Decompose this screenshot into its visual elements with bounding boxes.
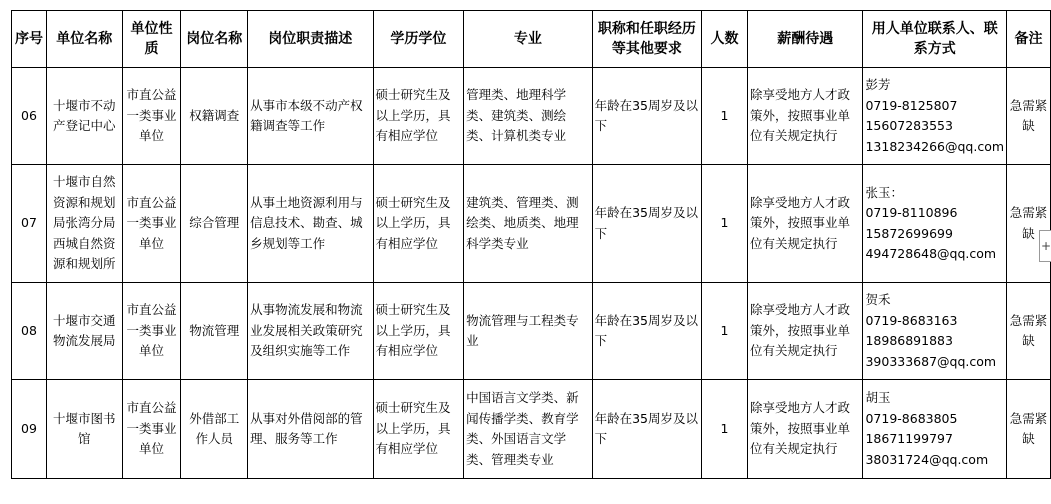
cell-education: 硕士研究生及以上学历，具有相应学位 bbox=[373, 68, 464, 165]
cell-unit-nature: 市直公益一类事业单位 bbox=[122, 380, 181, 479]
cell-seq: 07 bbox=[12, 165, 47, 283]
header-major: 专业 bbox=[464, 11, 592, 68]
contact-email: 1318234266@qq.com bbox=[865, 138, 1005, 154]
header-row bbox=[12, 11, 1051, 68]
contact-email: 38031724@qq.com bbox=[865, 451, 989, 467]
cell-contact bbox=[863, 68, 1007, 165]
contact-name: 胡玉 bbox=[865, 390, 891, 405]
cell-seq: 09 bbox=[12, 380, 47, 479]
header-salary: 薪酬待遇 bbox=[747, 11, 863, 68]
cell-count: 1 bbox=[702, 283, 748, 380]
header-contact: 用人单位联系人、联系方式 bbox=[863, 11, 1007, 68]
header-unit-nature: 单位性质 bbox=[122, 11, 181, 68]
cell-post-name: 外借部工作人员 bbox=[181, 380, 248, 479]
cell-duty: 从事市本级不动产权籍调查等工作 bbox=[248, 68, 373, 165]
cell-remark: 急需紧缺 bbox=[1007, 68, 1051, 165]
header-education: 学历学位 bbox=[373, 11, 464, 68]
cell-seq: 08 bbox=[12, 283, 47, 380]
cell-remark: 急需紧缺 bbox=[1007, 283, 1051, 380]
expand-handle[interactable]: + bbox=[1039, 230, 1051, 262]
cell-title-requirement: 年龄在35周岁及以下 bbox=[592, 68, 702, 165]
cell-duty: 从事物流发展和物流业发展相关政策研究及组织实施等工作 bbox=[248, 283, 373, 380]
contact-mobile: 15607283553 bbox=[865, 118, 953, 133]
header-remark: 备注 bbox=[1007, 11, 1051, 68]
cell-unit-name: 十堰市图书馆 bbox=[46, 380, 122, 479]
cell-post-name: 权籍调查 bbox=[181, 68, 248, 165]
header-title-requirement: 职称和任职经历等其他要求 bbox=[592, 11, 702, 68]
cell-contact bbox=[863, 283, 1007, 380]
contact-mobile: 15872699699 bbox=[865, 225, 953, 241]
cell-remark: 急需紧缺 bbox=[1007, 165, 1051, 283]
cell-duty: 从事土地资源利用与信息技术、勘查、城乡规划等工作 bbox=[248, 165, 373, 283]
contact-email: 390333687@qq.com bbox=[865, 353, 997, 369]
cell-education: 硕士研究生及以上学历，具有相应学位 bbox=[373, 165, 464, 283]
cell-title-requirement: 年龄在35周岁及以下 bbox=[592, 380, 702, 479]
cell-unit-name: 十堰市不动产登记中心 bbox=[46, 68, 122, 165]
recruitment-table bbox=[11, 10, 1051, 479]
contact-name: 张玉： bbox=[865, 184, 903, 200]
contact-name: 贺禾 bbox=[865, 292, 891, 307]
cell-count: 1 bbox=[702, 380, 748, 479]
cell-major: 中国语言文学类、新闻传播学类、教育学类、外国语言文学类、管理类专业 bbox=[464, 380, 592, 479]
cell-seq: 06 bbox=[12, 68, 47, 165]
table-row bbox=[12, 68, 1051, 165]
cell-post-name: 物流管理 bbox=[181, 283, 248, 380]
cell-count: 1 bbox=[702, 68, 748, 165]
cell-education: 硕士研究生及以上学历，具有相应学位 bbox=[373, 380, 464, 479]
contact-email: 494728648@qq.com bbox=[865, 246, 997, 261]
cell-salary: 除享受地方人才政策外，按照事业单位有关规定执行 bbox=[747, 380, 863, 479]
cell-major: 建筑类、管理类、测绘类、地质类、地理科学类专业 bbox=[464, 165, 592, 283]
cell-unit-nature: 市直公益一类事业单位 bbox=[122, 68, 181, 165]
contact-mobile: 18671199797 bbox=[865, 431, 953, 446]
cell-salary: 除享受地方人才政策外，按照事业单位有关规定执行 bbox=[747, 165, 863, 283]
cell-unit-nature: 市直公益一类事业单位 bbox=[122, 165, 181, 283]
contact-phone: 0719-8683163 bbox=[865, 312, 958, 328]
cell-duty: 从事对外借阅部的管理、服务等工作 bbox=[248, 380, 373, 479]
contact-phone: 0719-8110896 bbox=[865, 205, 958, 220]
cell-contact bbox=[863, 165, 1007, 283]
contact-phone: 0719-8125807 bbox=[865, 97, 958, 113]
cell-salary: 除享受地方人才政策外，按照事业单位有关规定执行 bbox=[747, 68, 863, 165]
cell-education: 硕士研究生及以上学历，具有相应学位 bbox=[373, 283, 464, 380]
cell-title-requirement: 年龄在35周岁及以下 bbox=[592, 283, 702, 380]
cell-remark: 急需紧缺 bbox=[1007, 380, 1051, 479]
contact-phone: 0719-8683805 bbox=[865, 410, 958, 426]
cell-contact bbox=[863, 380, 1007, 479]
cell-title-requirement: 年龄在35周岁及以下 bbox=[592, 165, 702, 283]
cell-unit-name: 十堰市自然资源和规划局张湾分局西城自然资源和规划所 bbox=[46, 165, 122, 283]
cell-unit-nature: 市直公益一类事业单位 bbox=[122, 283, 181, 380]
table-row bbox=[12, 380, 1051, 479]
header-unit-name: 单位名称 bbox=[46, 11, 122, 68]
cell-post-name: 综合管理 bbox=[181, 165, 248, 283]
contact-name: 彭芳 bbox=[865, 77, 891, 92]
table-row bbox=[12, 165, 1051, 283]
header-duty: 岗位职责描述 bbox=[248, 11, 373, 68]
cell-unit-name: 十堰市交通物流发展局 bbox=[46, 283, 122, 380]
header-seq: 序号 bbox=[12, 11, 47, 68]
table-row bbox=[12, 283, 1051, 380]
cell-major: 物流管理与工程类专业 bbox=[464, 283, 592, 380]
header-count: 人数 bbox=[702, 11, 748, 68]
header-post-name: 岗位名称 bbox=[181, 11, 248, 68]
contact-mobile: 18986891883 bbox=[865, 333, 953, 348]
cell-major: 管理类、地理科学类、建筑类、测绘类、计算机类专业 bbox=[464, 68, 592, 165]
cell-count: 1 bbox=[702, 165, 748, 283]
cell-salary: 除享受地方人才政策外，按照事业单位有关规定执行 bbox=[747, 283, 863, 380]
